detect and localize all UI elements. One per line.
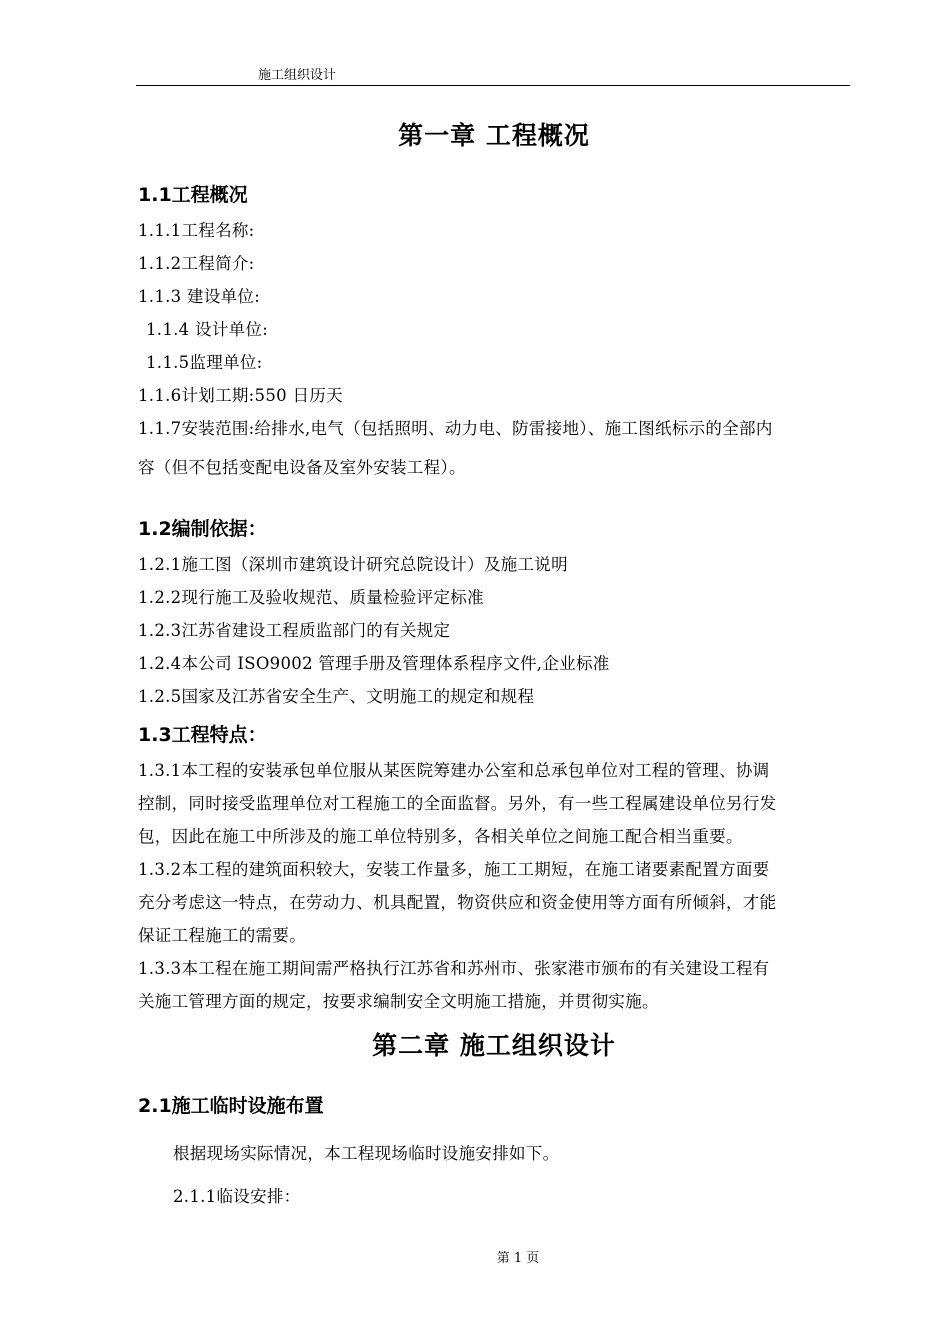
paragraph-line: 保证工程施工的需要。	[138, 926, 306, 945]
paragraph-line: 1.1.6计划工期:550 日历天	[138, 386, 343, 405]
paragraph-line: 1.1.1工程名称:	[138, 221, 255, 240]
paragraph-line: 1.2.5国家及江苏省安全生产、文明施工的规定和规程	[138, 687, 535, 706]
section-1-1-heading: 1.1工程概况	[138, 184, 248, 206]
paragraph-line: 1.1.2工程简介:	[138, 254, 255, 273]
page-number: 第 1 页	[496, 1251, 540, 1266]
chapter-2-title: 第二章 施工组织设计	[372, 1031, 616, 1060]
paragraph-line: 控制，同时接受监理单位对工程施工的全面监督。另外，有一些工程属建设单位另行发	[138, 794, 777, 813]
header-title: 施工组织设计	[258, 68, 337, 83]
paragraph-line: 1.2.2现行施工及验收规范、质量检验评定标准	[138, 588, 484, 607]
paragraph-line: 1.2.3江苏省建设工程质监部门的有关规定	[138, 621, 451, 640]
paragraph-line: 1.1.4 设计单位:	[146, 320, 269, 339]
chapter-1-title: 第一章 工程概况	[398, 121, 590, 150]
paragraph-line: 2.1.1临设安排：	[173, 1187, 301, 1206]
paragraph-line: 关施工管理方面的规定，按要求编制安全文明施工措施，并贯彻实施。	[138, 992, 659, 1011]
paragraph-line: 1.3.3本工程在施工期间需严格执行江苏省和苏州市、张家港市颁布的有关建设工程有	[138, 959, 770, 978]
paragraph-line: 1.1.7安装范围:给排水,电气（包括照明、动力电、防雷接地）、施工图纸标示的全部内	[138, 419, 773, 438]
paragraph-line: 包，因此在施工中所涉及的施工单位特别多，各相关单位之间施工配合相当重要。	[138, 827, 743, 846]
paragraph-line: 1.3.2本工程的建筑面积较大，安装工作量多，施工工期短，在施工诸要素配置方面要	[138, 860, 770, 879]
paragraph-line: 1.1.5监理单位:	[146, 353, 263, 372]
paragraph-line: 容（但不包括变配电设备及室外安装工程）。	[138, 458, 466, 477]
section-1-2-heading: 1.2编制依据：	[138, 518, 267, 540]
section-2-1-heading: 2.1施工临时设施布置	[138, 1095, 324, 1117]
paragraph-line: 1.2.1施工图（深圳市建筑设计研究总院设计）及施工说明	[138, 555, 568, 574]
section-1-3-heading: 1.3工程特点：	[138, 724, 267, 746]
header-divider	[136, 85, 850, 86]
paragraph-line: 根据现场实际情况，本工程现场临时设施安排如下。	[173, 1144, 560, 1163]
paragraph-line: 1.2.4本公司 ISO9002 管理手册及管理体系程序文件,企业标准	[138, 654, 610, 673]
paragraph-line: 充分考虑这一特点，在劳动力、机具配置，物资供应和资金使用等方面有所倾斜，才能	[138, 893, 777, 912]
paragraph-line: 1.1.3 建设单位:	[138, 287, 261, 306]
paragraph-line: 1.3.1本工程的安装承包单位服从某医院筹建办公室和总承包单位对工程的管理、协调	[138, 761, 770, 780]
